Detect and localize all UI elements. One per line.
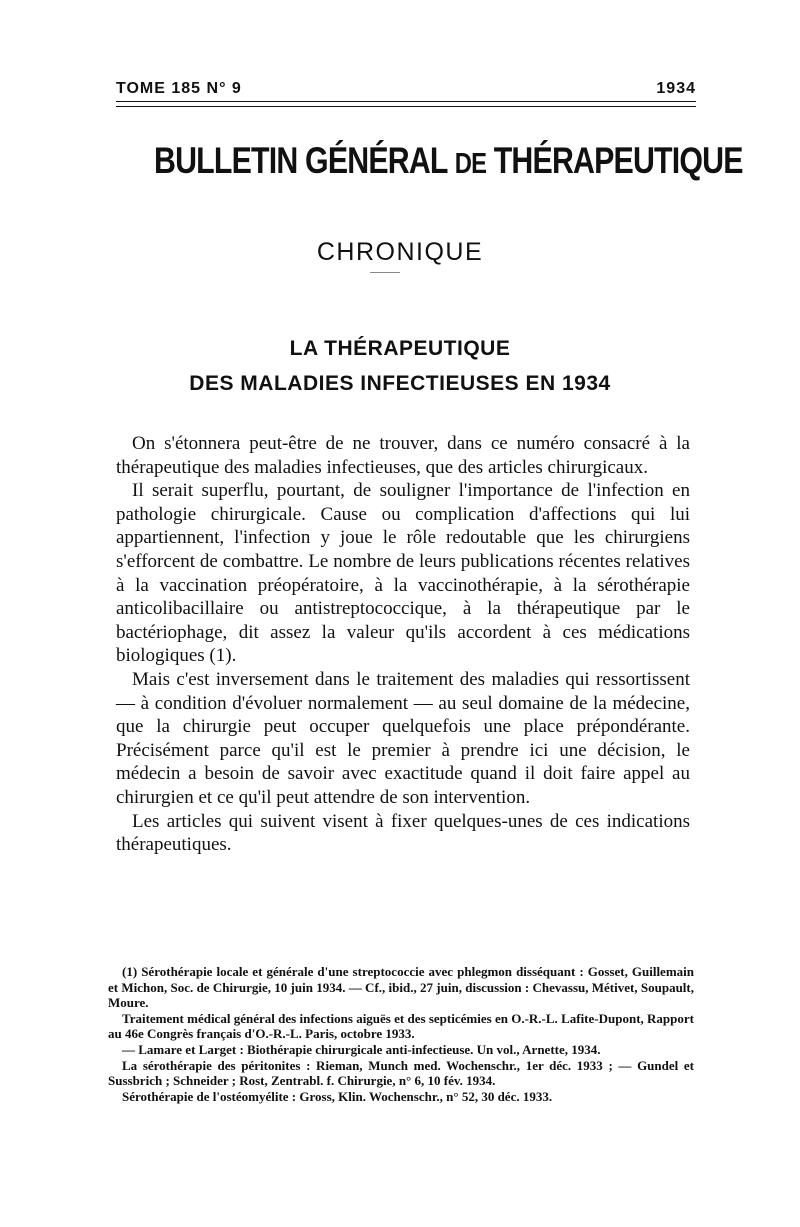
journal-title-part2: DE bbox=[454, 148, 487, 180]
journal-title-part1: BULLETIN GÉNÉRAL bbox=[154, 140, 448, 181]
paragraph: Mais c'est inversement dans le traitement des maladies qui ressortissent — à condition d'évoluer normalement — au seul domaine de la médecine, que la chirurgie peut occuper quelquefois une place prépondérante. Précisément parce qu'il est le premier à prendre ici une décision, le médecin a besoin de savoir avec exactitude quand il doit faire appel au chirurgien et ce qu'il peut attendre de son intervention. bbox=[116, 668, 690, 808]
paragraph: Les articles qui suivent visent à fixer quelques-unes de ces indications thérapeutiques. bbox=[116, 810, 690, 856]
article-title-line2: DES MALADIES INFECTIEUSES EN 1934 bbox=[189, 372, 611, 395]
footnote: La sérothérapie des péritonites : Rieman, Munch med. Wochenschr., 1er déc. 1933 ; — Gundel et Sussbrich ; Schneider ; Rost, Zentrabl. f. Chirurgie, n° 6, 10 fév. 1934. bbox=[108, 1057, 694, 1089]
article-title-line1: LA THÉRAPEUTIQUE bbox=[289, 337, 511, 360]
year: 1934 bbox=[656, 80, 696, 97]
volume-number: TOME 185 N° 9 bbox=[116, 80, 242, 97]
footnote: Traitement médical général des infections aiguës et des septicémies en O.-R.-L. Lafite-Dupont, Rapport au 46e Congrès français d'O.-R.-L. Paris, octobre 1933. bbox=[108, 1010, 694, 1042]
header-rule bbox=[116, 101, 696, 107]
journal-title-part3: THÉRAPEUTIQUE bbox=[493, 140, 743, 181]
footnote: — Lamare et Larget : Biothérapie chirurgicale anti-infectieuse. Un vol., Arnette, 1934. bbox=[122, 1041, 601, 1057]
paragraph: On s'étonnera peut-être de ne trouver, dans ce numéro consacré à la thérapeutique des maladies infectieuses, que des articles chirurgicaux. bbox=[116, 433, 690, 478]
running-header bbox=[116, 80, 696, 102]
paragraph: Il serait superflu, pourtant, de souligner l'importance de l'infection en pathologie chirurgicale. Cause ou complication d'affections qui lui appartiennent, l'infection y joue le rôle redoutable que les chirurgiens s'efforcent de combattre. Le nombre de leurs publications récentes relatives à la vaccination préopératoire, à la vaccinothérapie, à la sérothérapie anticolibacillaire ou antistreptococcique, à la thérapeutique par le bactériophage, dit assez la valeur qu'ils accordent à ces médications biologiques (1). bbox=[116, 480, 690, 667]
footnote: Sérothérapie de l'ostéomyélite : Gross, Klin. Wochenschr., n° 52, 30 déc. 1933. bbox=[122, 1088, 553, 1104]
article-body bbox=[116, 432, 690, 857]
journal-title bbox=[154, 140, 743, 182]
section-rule bbox=[370, 272, 400, 273]
footnote: (1) Sérothérapie locale et générale d'une streptococcie avec phlegmon disséquant : Gosset, Guillemain et Michon, Soc. de Chirurgie, 10 juin 1934. — Cf., ibid., 27 juin, discussion : Chevassu, Métivet, Soupault, Moure. bbox=[108, 964, 694, 1011]
section-heading: CHRONIQUE bbox=[316, 238, 484, 266]
footnotes bbox=[108, 964, 694, 1104]
